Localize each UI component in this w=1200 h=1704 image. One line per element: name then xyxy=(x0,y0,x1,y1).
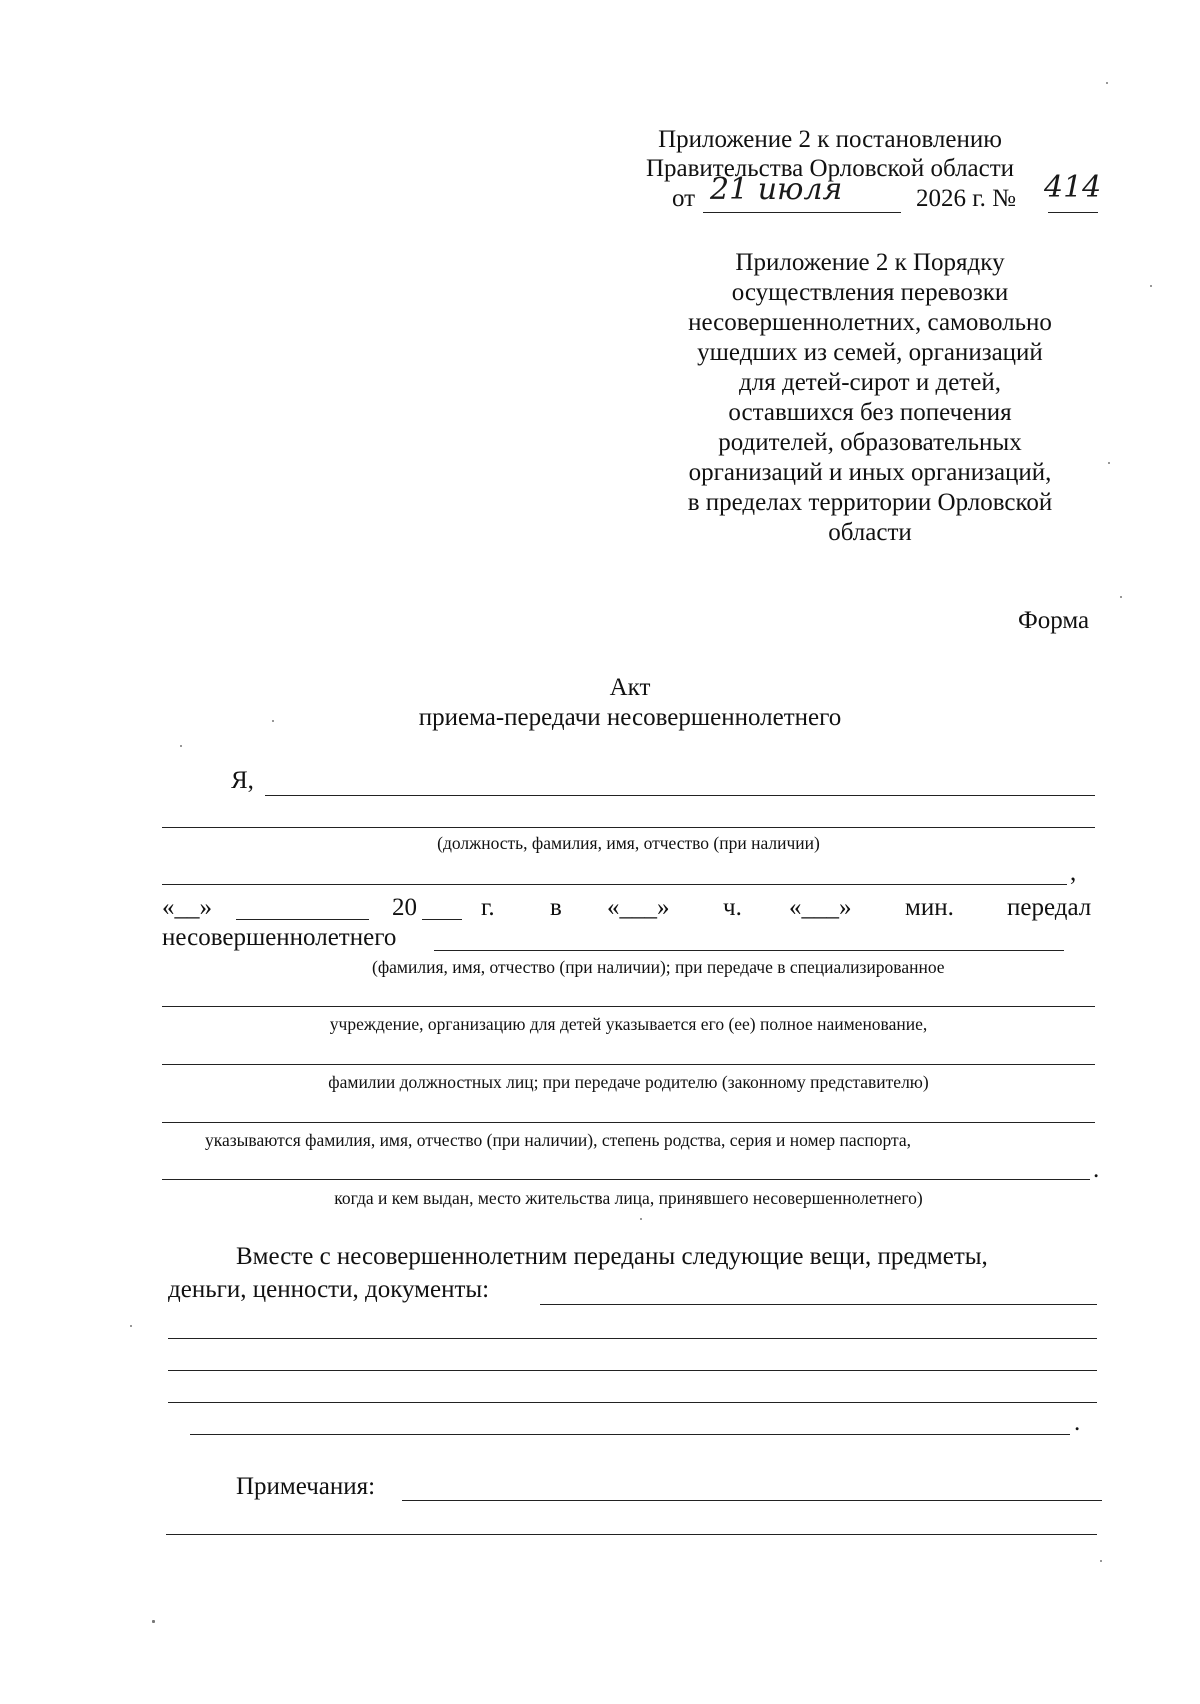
year-field-line[interactable] xyxy=(422,919,462,920)
hint-position: (должность, фамилия, имя, отчество (при наличии) xyxy=(437,833,820,853)
officials-field-line[interactable] xyxy=(162,1064,1095,1065)
act-subtitle: приема-передачи несовершеннолетнего xyxy=(418,704,842,731)
items-period: . xyxy=(1074,1409,1081,1436)
day-field[interactable]: «__» xyxy=(162,894,212,921)
transferred-label: передал xyxy=(1007,894,1092,921)
institution-field-line[interactable] xyxy=(162,1006,1095,1007)
appendix-line: Приложение 2 к Порядку xyxy=(735,249,1005,276)
passport-field-line[interactable] xyxy=(162,1179,1090,1180)
month-field-line[interactable] xyxy=(236,919,369,920)
minute-label: мин. xyxy=(905,894,954,921)
date-underline xyxy=(703,212,901,213)
hint-institution: учреждение, организацию для детей указывается его (ее) полное наименование, xyxy=(329,1014,928,1034)
scan-speck xyxy=(1108,462,1110,464)
scan-speck xyxy=(1100,1560,1102,1562)
year-prefix: 20 xyxy=(392,894,417,921)
hour-label: ч. xyxy=(723,894,742,921)
items-field-line-4[interactable] xyxy=(168,1402,1097,1403)
appendix-line: осуществления перевозки xyxy=(731,279,1009,306)
scan-speck xyxy=(152,1620,155,1623)
hint-minor: (фамилия, имя, отчество (при наличии); при передаче в специализированное xyxy=(372,957,945,977)
items-intro-2: деньги, ценности, документы: xyxy=(168,1276,490,1303)
items-field-line-3[interactable] xyxy=(168,1370,1097,1371)
period: . xyxy=(1093,1156,1100,1183)
parent-field-line[interactable] xyxy=(162,1122,1095,1123)
preposition-v: в xyxy=(550,894,562,921)
year-suffix: г. xyxy=(481,894,495,921)
items-intro: Вместе с несовершеннолетним переданы следующие вещи, предметы, xyxy=(236,1243,988,1270)
appendix-line: родителей, образовательных xyxy=(718,429,1022,456)
handwritten-number: 414 xyxy=(1044,170,1102,205)
hour-field[interactable]: «___» xyxy=(607,894,670,921)
header-year: 2026 г. № xyxy=(916,185,1017,212)
i-prefix: Я, xyxy=(231,767,254,794)
appendix-line: оставшихся без попечения xyxy=(728,399,1012,426)
minor-field-line[interactable] xyxy=(434,950,1064,951)
act-title: Акт xyxy=(609,674,651,701)
items-field-line[interactable] xyxy=(540,1304,1097,1305)
notes-field-line-2[interactable] xyxy=(166,1534,1097,1535)
appendix-line: ушедших из семей, организаций xyxy=(697,339,1043,366)
handwritten-date: 21 июля xyxy=(710,172,843,207)
position-field-line[interactable] xyxy=(162,884,1067,885)
scan-speck xyxy=(1120,596,1122,598)
hint-officials: фамилии должностных лиц; при передаче родителю (законному представителю) xyxy=(328,1072,929,1092)
name-field-line[interactable] xyxy=(265,795,1095,796)
minor-label: несовершеннолетнего xyxy=(162,924,397,951)
comma: , xyxy=(1070,859,1077,886)
scan-speck xyxy=(640,1218,642,1220)
header-line-2: Правительства Орловской области xyxy=(645,155,1015,182)
appendix-block xyxy=(660,248,1080,548)
notes-label: Примечания: xyxy=(236,1473,376,1500)
items-field-line-5[interactable] xyxy=(190,1434,1070,1435)
header-line-1: Приложение 2 к постановлению xyxy=(658,126,1002,153)
number-underline xyxy=(1048,212,1098,213)
scan-speck xyxy=(272,720,274,722)
notes-field-line[interactable] xyxy=(402,1500,1102,1501)
scan-speck xyxy=(180,745,182,747)
appendix-line: несовершеннолетних, самовольно xyxy=(688,309,1052,336)
appendix-line: для детей-сирот и детей, xyxy=(739,369,1001,396)
appendix-line: организаций и иных организаций, xyxy=(688,459,1052,486)
scan-speck xyxy=(1150,285,1152,287)
scan-speck xyxy=(1106,82,1108,84)
form-label: Форма xyxy=(1018,607,1090,634)
scan-speck xyxy=(130,1325,132,1327)
name-field-line-2[interactable] xyxy=(162,827,1095,828)
appendix-line: области xyxy=(828,519,912,546)
hint-parent: указываются фамилия, имя, отчество (при наличии), степень родства, серия и номер паспорта, xyxy=(205,1130,912,1150)
minute-field[interactable]: «___» xyxy=(789,894,852,921)
items-field-line-2[interactable] xyxy=(168,1338,1097,1339)
header-from-prefix: от xyxy=(672,185,696,212)
appendix-line: в пределах территории Орловской xyxy=(687,489,1053,516)
hint-issued: когда и кем выдан, место жительства лица, принявшего несовершеннолетнего) xyxy=(334,1188,923,1208)
